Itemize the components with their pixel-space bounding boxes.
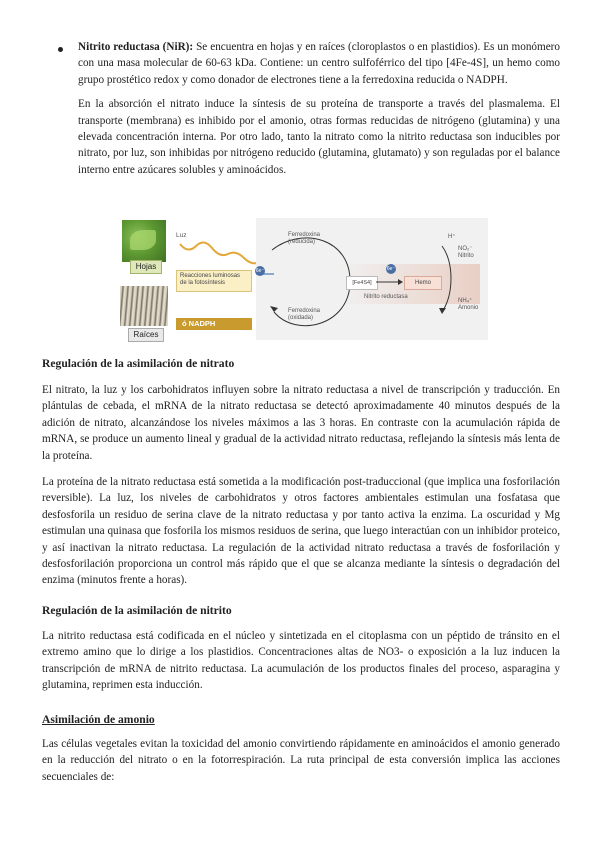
section-heading-1: Regulación de la asimilación de nitrato (42, 357, 235, 370)
nitrite-reductase-figure (118, 214, 488, 346)
bullet-dot (58, 47, 63, 52)
light-reactions-box: Reacciones luminosas de la fotosíntesis (176, 270, 252, 292)
fe4s4-center: [Fe4S4] (346, 276, 378, 290)
section-1-paragraph-2: La proteína de la nitrato reductasa está sometida a la modificación post-traduccional (que implica una fosforilación reversible). La luz, los niveles de carbohidratos y otros factores ambientales estimulan una fosfatasa que desfosforila un residuo de serina clave de la nitrato reductasa y por tanto activa la enzima. La oscuridad y Mg estimulan una quinasa que fosforila los mismos residuos de serina, que luego interactúan con un inhibidor proteico, y así inactivan la nitrato reductasa. La regulación de la actividad nitrato reductasa a través de fosforilación y desfosforilación proporciona un control más rápido que el que se alcanza mediante la síntesis o degradación del enzima (minutos frente a horas). (42, 476, 560, 587)
bullet-paragraph-2: En la absorción el nitrato induce la síntesis de su proteína de transporte a través del plasmalema. El transporte (membrana) es inhibido por el amonio, otras formas reducidas de nitrógeno (glutamina) y una elevada concentración interna. Por otro lado, tanto la nitrato como la nitrito reductasa son inducibles por nitrato, por luz, son inhibidas por nitrógeno reducido (glutamina, glutamato) y son reguladas por el balance interno entre azúcares solubles y aminoácidos. (78, 98, 560, 176)
ammonium-label: NH₄⁺ Amonio (458, 298, 479, 311)
label-hojas: Hojas (130, 260, 162, 274)
bullet-term: Nitrito reductasa (NiR): (78, 41, 194, 53)
section-1-paragraph-1: El nitrato, la luz y los carbohidratos influyen sobre la nitrato reductasa a nivel de transcripción y traducción. En plántulas de cebada, el mRNA de la nitrato reductasa se detectó aproximadamente 40 minutos después de la adición de nitrato, alcanzándose los niveles máximos a las 3 horas. En contraste con la acumulación rápida de mRNA, se produce un aumento lineal y gradual de la actividad nitrato reductasa, reflejando la síntesis más lenta de la proteína. (42, 384, 560, 462)
nitrite-to-ammonium-arrow-icon (436, 242, 460, 318)
section-2-paragraph-1: La nitrito reductasa está codificada en el núcleo y sintetizada en el citoplasma con un péptido de tránsito en el extremo amino que lo dirige a los plastidios. Concentraciones altas de NO3- o exposición a la luz inducen la transcripción de mRNA de nitrito reductasa. La acumulación de los productos finales del proceso, asparagina y glutamina, reprimen esta inducción. (42, 630, 560, 692)
proton-label: H⁺ (448, 234, 456, 240)
label-luz: Luz (176, 232, 187, 239)
label-raices: Raíces (128, 328, 164, 342)
bullet-item-nitrite-reductase (62, 39, 560, 178)
nadph-box: ó NADPH (176, 318, 252, 330)
ferredoxin-oxidized-label: Ferredoxina (oxidada) (288, 308, 321, 321)
electron-badge-1: 6e⁻ (255, 268, 265, 274)
section-heading-3: Asimilación de amonio (42, 713, 155, 726)
section-heading-2: Regulación de la asimilación de nitrito (42, 604, 232, 617)
nitrite-label: NO₂⁻ Nitrito (458, 246, 474, 259)
bullet-text: Se encuentra en hojas y en raíces (cloroplastos o en plastidios). Es un monómero con una masa molecular de 60-63 kDa. Contiene: un centro sulfoférrico del tipo [4Fe-4S], un hemo como grupo prostético redox y como donador de electrones tiene a la ferredoxina reducida o NADPH. (78, 41, 560, 86)
heme-box: Hemo (404, 276, 442, 290)
bullet-paragraph (62, 39, 560, 88)
electron-badge-2: 6e⁻ (386, 266, 396, 272)
enzyme-label: Nitrito reductasa (364, 294, 408, 300)
roots-photo (120, 286, 168, 326)
leaves-photo (122, 220, 166, 262)
section-3-paragraph-1: Las células vegetales evitan la toxicidad del amonio convirtiendo rápidamente en aminoácidos el amonio generado en la reducción del nitrato o en la fotorrespiración. La ruta principal de esta conversión implica las acciones secuenciales de: (42, 738, 560, 783)
ferredoxin-reduced-label: Ferredoxina (reducida) (288, 232, 321, 245)
arrow-right-icon (376, 278, 404, 286)
